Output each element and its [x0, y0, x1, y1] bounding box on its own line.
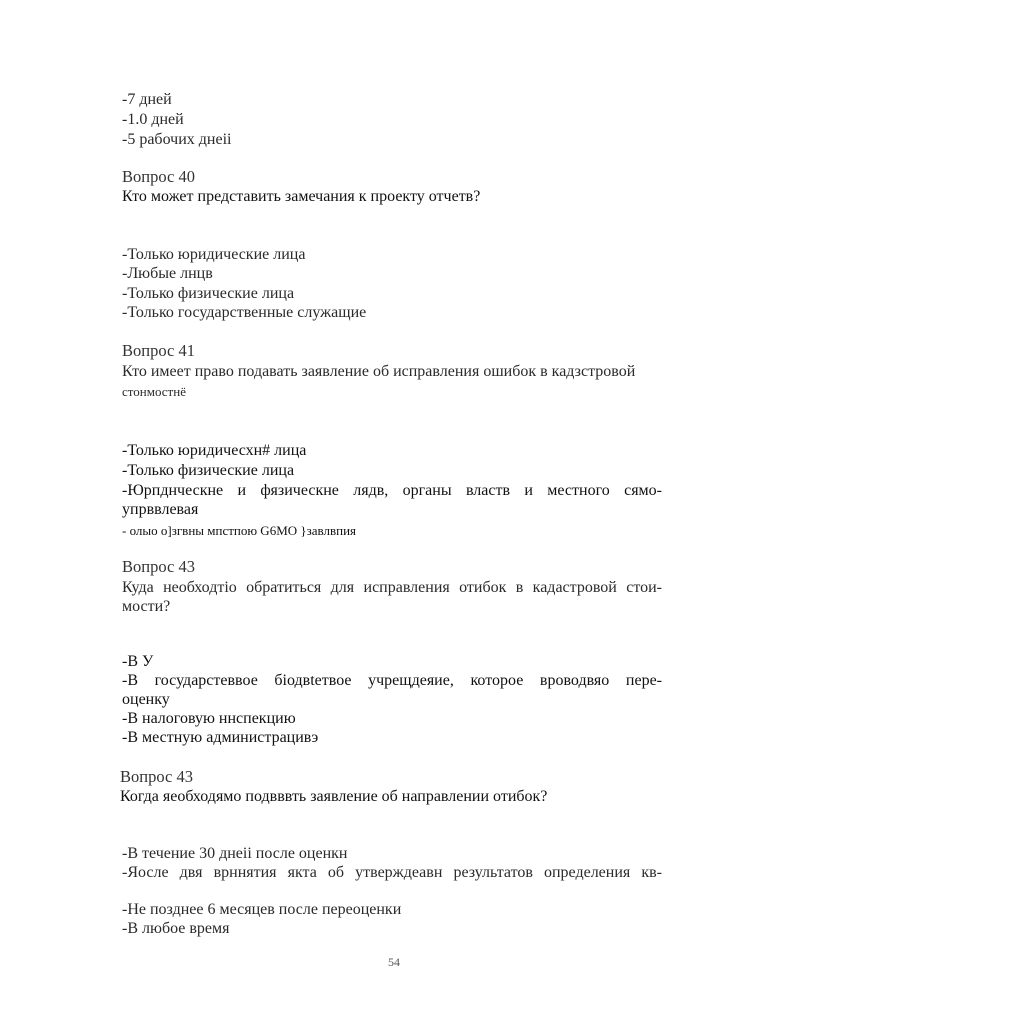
answer-option-cont: оценку — [122, 691, 170, 708]
answer-option: -7 дней — [122, 91, 172, 108]
answer-option: - олыo o]згвны мпстпою G6МO }зaвлвпия — [122, 523, 357, 538]
answer-option: -В налоговую ннспекцию — [122, 710, 296, 727]
answer-option: -1.0 дней — [122, 111, 184, 128]
answer-option: -В течение 30 днеii после оценкн — [122, 845, 348, 862]
answer-option: -Только физические лица — [122, 285, 295, 302]
question-label-41: Вопрос 41 — [122, 341, 195, 360]
answer-option: -Только юридические лица — [122, 246, 306, 263]
question-text-41: Кто имеет право подавать заявление об исправления ошибок в кадзстровой — [122, 363, 636, 380]
answer-option: -Юрпднческне и фязическне лядв, органы властв и местного сямо- — [122, 482, 662, 499]
answer-option: -В местную администрацивэ — [122, 729, 319, 746]
answer-option: -Яосле двя врннятия якта об утверждеавн результатов определения кв- — [122, 864, 662, 881]
answer-option: -Только юридичесхн# лица — [122, 442, 307, 459]
page-number: 54 — [388, 955, 400, 969]
question-text-43-cont: мости? — [122, 598, 171, 615]
answer-option: -В любое время — [122, 920, 230, 937]
question-label-40: Вопрос 40 — [122, 167, 195, 186]
question-text-41-cont: стонмостнё — [122, 384, 186, 399]
answer-option: -Только государственные служащие — [122, 304, 367, 321]
answer-option: -5 рабочих днеii — [122, 131, 232, 148]
answer-option: -Любые лнцв — [122, 265, 213, 282]
answer-option-cont: упрввлевая — [122, 501, 199, 518]
answer-option: -Только физические лица — [122, 462, 295, 479]
question-text-43: Куда необходтio обратиться для исправления отибок в кадастровой стои- — [122, 579, 662, 596]
question-text-43b: Когда яеобходямо подвввть заявление об направлении отибок? — [120, 788, 548, 805]
question-label-43: Вопрос 43 — [122, 557, 195, 576]
question-text-40: Кто может представить замечания к проекту отчетв? — [122, 188, 481, 205]
answer-option: -Не позднее 6 месяцев после переоценки — [122, 901, 402, 918]
question-label-43b: Вопрос 43 — [120, 767, 193, 786]
answer-option: -В У — [122, 653, 154, 670]
answer-option: -В государстеввое біодвtетвое учрещдеяие, которое вроводвяо пере- — [122, 672, 662, 689]
